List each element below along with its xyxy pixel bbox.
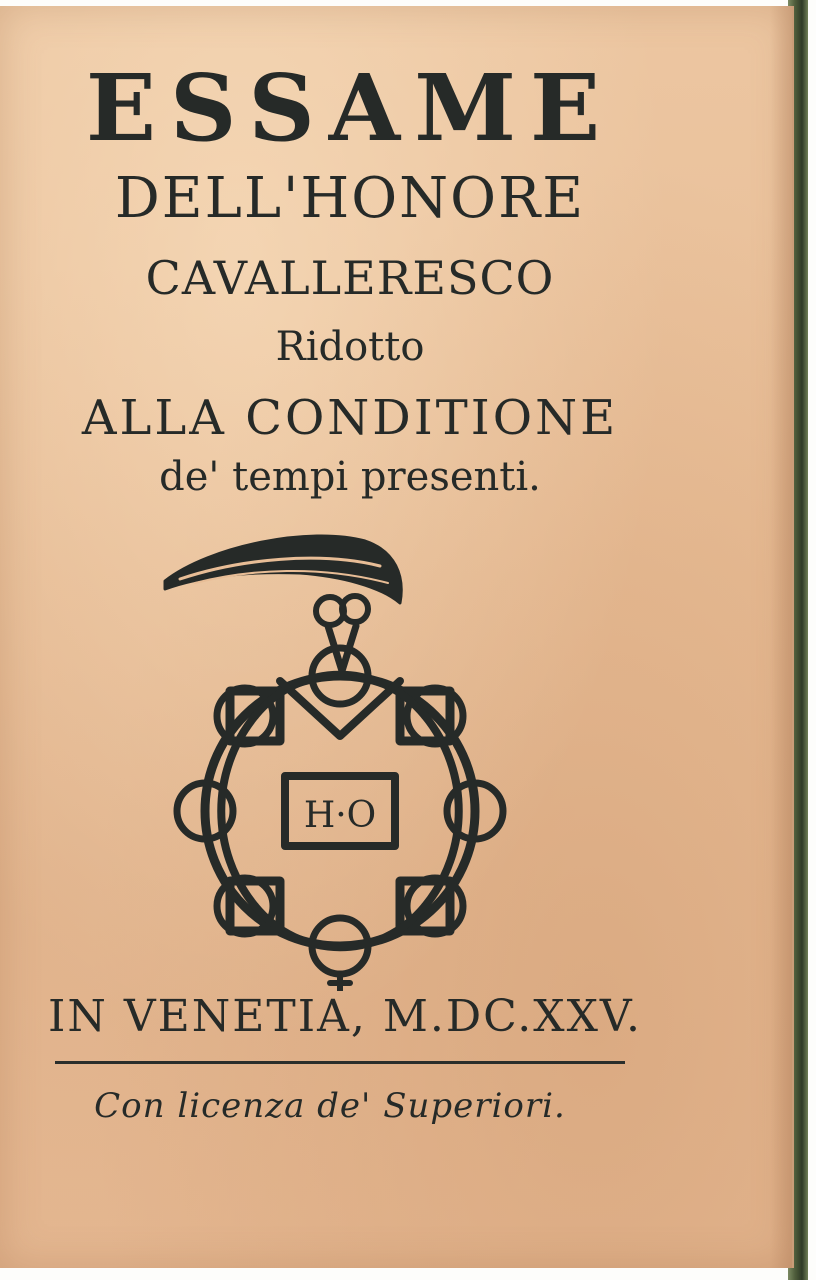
title-honore: DELL'HONORE <box>114 166 586 231</box>
title-conditione: ALLA CONDITIONE <box>81 390 619 446</box>
title-tempi: de' tempi presenti. <box>159 454 541 500</box>
title-page <box>0 6 794 1268</box>
title-essame: ESSAME <box>85 54 615 162</box>
title-cavalleresco: CAVALLERESCO <box>145 251 555 305</box>
emblem-monogram: H·O <box>303 795 377 836</box>
woodcut-emblem-icon <box>150 521 530 991</box>
horizontal-rule <box>55 1061 625 1064</box>
plume-shape <box>165 536 401 603</box>
imprint-line: IN VENETIA, M.DC.XXV. <box>48 991 642 1042</box>
license-line: Con licenza de' Superiori. <box>94 1086 566 1126</box>
page-edge-shadow <box>770 6 792 1268</box>
title-ridotto: Ridotto <box>275 324 425 370</box>
